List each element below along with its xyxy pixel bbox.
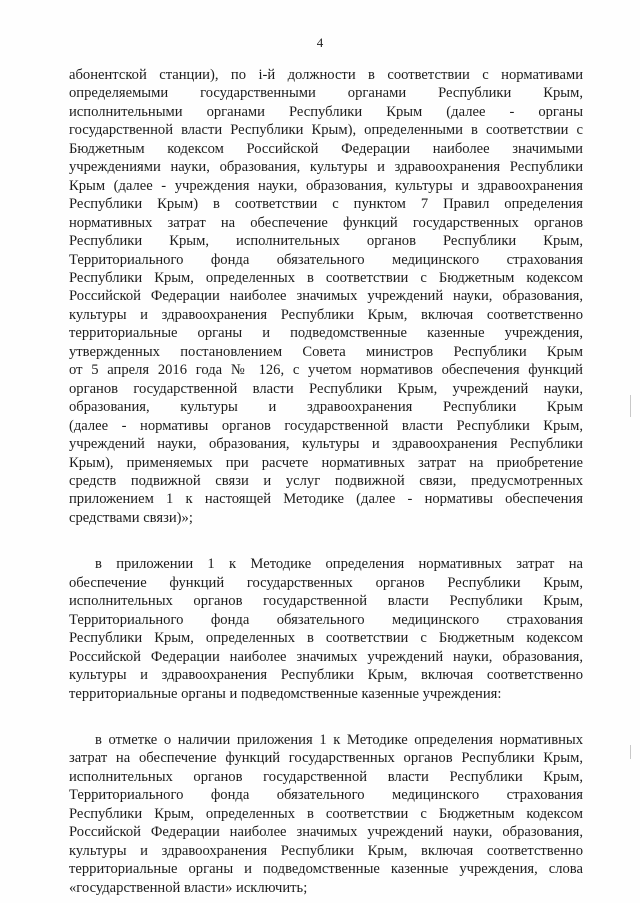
- text-line: территориальные органы и подведомственные казенные учреждения, слова: [69, 861, 583, 878]
- text-line: затрат на обеспечение функций государственных органов Республики Крым,: [69, 750, 583, 767]
- text-line: «государственной власти» исключить;: [69, 879, 308, 896]
- text-line: Территориального фонда обязательного медицинского страхования: [69, 251, 583, 268]
- text-line: исполнительных органов государственной власти Республики Крым,: [69, 593, 583, 610]
- text-line: государственной власти Республики Крым), определенными в соответствии с: [69, 122, 583, 139]
- text-line: Республики Крым) в соответствии с пунктом 7 Правил определения: [69, 196, 583, 213]
- text-line: Крым (далее - учреждения науки, образования, культуры и здравоохранения: [69, 177, 583, 194]
- text-line: учреждений науки, образования, культуры и здравоохранения Республики: [69, 436, 583, 453]
- text-line: Территориального фонда обязательного медицинского страхования: [69, 787, 583, 804]
- text-line: учреждениями науки, образования, культуры и здравоохранения Республики: [69, 159, 583, 176]
- text-line: Территориального фонда обязательного медицинского страхования: [69, 611, 583, 628]
- text-line: приложением 1 к настоящей Методике (далее - нормативы обеспечения: [69, 491, 583, 508]
- text-line: территориальные органы и подведомственные казенные учреждения:: [69, 685, 502, 702]
- text-line: органов государственной власти Республики Крым, учреждений науки,: [69, 380, 583, 397]
- text-line: культуры и здравоохранения Республики Крым, включая соответственно: [69, 306, 583, 323]
- text-line: в приложении 1 к Методике определения нормативных затрат на: [95, 556, 583, 573]
- text-line: Республики Крым, определенных в соответствии с Бюджетным кодексом: [69, 630, 583, 647]
- text-line: Крым), применяемых при расчете нормативных затрат на приобретение: [69, 454, 583, 471]
- text-line: от 5 апреля 2016 года № 126, с учетом нормативов обеспечения функций: [69, 362, 583, 379]
- document-body: [69, 66, 583, 897]
- text-line: (далее - нормативы органов государственной власти Республики Крым,: [69, 417, 583, 434]
- scan-edge-mark: [630, 745, 631, 759]
- text-line: территориальные органы и подведомственные казенные учреждения,: [69, 325, 583, 342]
- text-line: нормативных затрат на обеспечение функций государственных органов: [69, 214, 583, 231]
- text-line: в отметке о наличии приложения 1 к Методике определения нормативных: [95, 731, 583, 748]
- text-line: средствами связи)»;: [69, 509, 193, 526]
- paragraph-2: [69, 555, 583, 703]
- paragraph-3: [69, 731, 583, 897]
- text-line: культуры и здравоохранения Республики Крым, включая соответственно: [69, 842, 583, 859]
- text-line: Российской Федерации наиболее значимых учреждений науки, образования,: [69, 648, 583, 665]
- text-line: Российской Федерации наиболее значимых учреждений науки, образования,: [69, 824, 583, 841]
- text-line: определяемыми государственными органами Республики Крым,: [69, 85, 583, 102]
- text-line: средств подвижной связи и услуг подвижной связи, предусмотренных: [69, 472, 583, 489]
- text-line: культуры и здравоохранения Республики Крым, включая соответственно: [69, 667, 583, 684]
- text-line: абонентской станции), по i-й должности в соответствии с нормативами: [69, 67, 583, 83]
- text-line: Республики Крым, исполнительных органов Республики Крым,: [69, 233, 583, 250]
- text-line: обеспечение функций государственных органов Республики Крым,: [69, 574, 583, 591]
- text-line: Бюджетным кодексом Российской Федерации наиболее значимыми: [69, 140, 583, 157]
- page-number: 4: [316, 35, 324, 50]
- text-line: Российской Федерации наиболее значимых учреждений науки, образования,: [69, 288, 583, 305]
- paragraph-1: [69, 66, 583, 527]
- paragraph-gap: [69, 703, 583, 731]
- text-line: утвержденных постановлением Совета министров Республики Крым: [69, 343, 583, 360]
- text-line: исполнительными органами Республики Крым (далее - органы: [69, 103, 583, 120]
- scan-edge-mark: [630, 395, 631, 417]
- text-line: образования, культуры и здравоохранения Республики Крым: [69, 399, 583, 416]
- text-line: исполнительных органов государственной власти Республики Крым,: [69, 768, 583, 785]
- text-line: Республики Крым, определенных в соответствии с Бюджетным кодексом: [69, 269, 583, 286]
- paragraph-gap: [69, 527, 583, 555]
- text-line: Республики Крым, определенных в соответствии с Бюджетным кодексом: [69, 805, 583, 822]
